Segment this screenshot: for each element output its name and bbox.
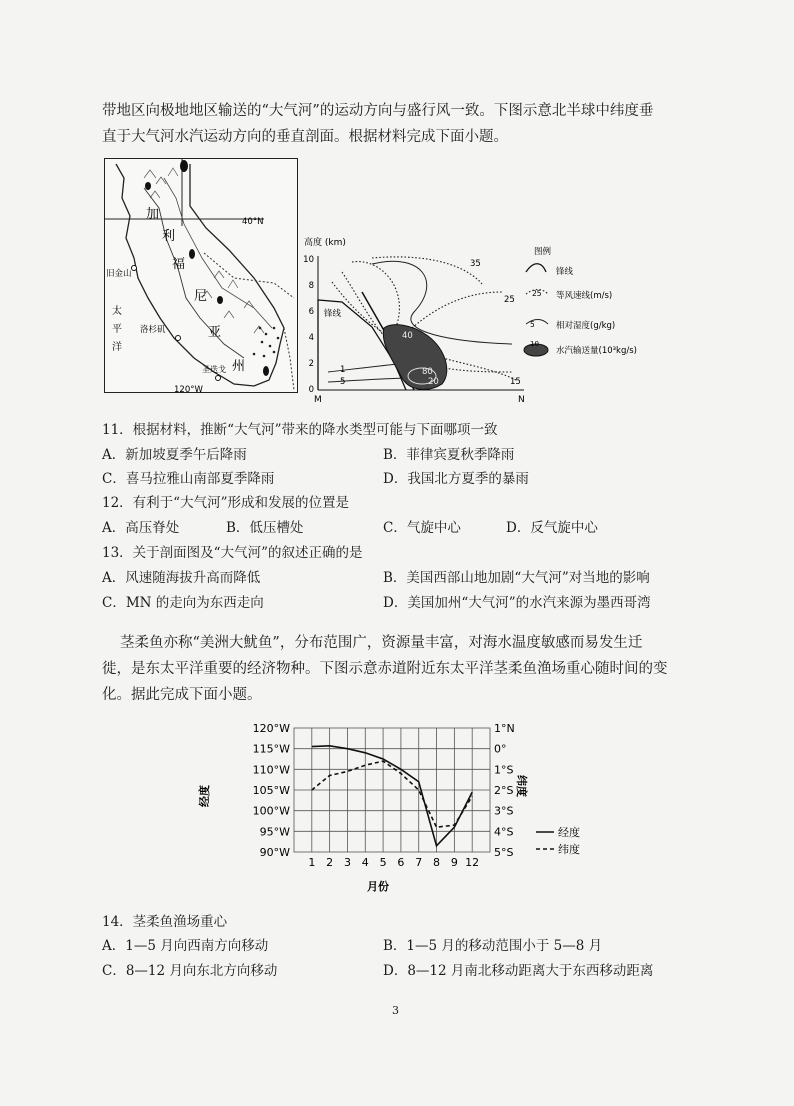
section-n-label: N	[518, 395, 525, 402]
legend-sample-10: 10	[530, 340, 539, 348]
chart-left-tick: 100°W	[252, 804, 290, 818]
q14-option-c[interactable]: C．8—12 月向东北方向移动	[102, 963, 278, 979]
q11-option-d[interactable]: D．我国北方夏季的暴雨	[383, 471, 529, 487]
contour-label-35: 35	[470, 259, 481, 269]
chart-x-tick: 2	[326, 856, 334, 869]
series-latitude-line	[312, 761, 472, 827]
legend-item-front: 锋线	[556, 267, 574, 277]
squid-fishery-chart	[196, 716, 616, 896]
section-ytick-2: 2	[308, 359, 314, 369]
legend-sample-25: 25	[532, 289, 542, 298]
contour-label-20: 20	[428, 377, 439, 387]
q14-stem: 14．茎柔鱼渔场重心	[102, 914, 228, 930]
contour-label-25: 25	[504, 295, 515, 305]
contour-label-80: 80	[422, 367, 433, 377]
q12-stem: 12．有利于“大气河”形成和发展的位置是	[102, 495, 349, 511]
state-char-1: 加	[146, 207, 160, 222]
q13-option-d[interactable]: D．美国加州“大气河”的水汽来源为墨西哥湾	[383, 595, 651, 611]
q12-option-b[interactable]: B．低压槽处	[226, 520, 304, 536]
chart-right-tick: 4°S	[494, 825, 514, 839]
section-m-label: M	[314, 395, 322, 402]
chart-right-tick: 1°N	[494, 722, 515, 735]
vertical-section-chart	[302, 232, 702, 402]
chart-x-tick: 3	[343, 856, 351, 869]
state-char-3: 福	[172, 257, 186, 272]
chart-x-tick: 6	[397, 856, 405, 869]
q13-option-b[interactable]: B．美国西部山地加剧“大气河”对当地的影响	[383, 570, 650, 586]
section-ytick-8: 8	[308, 281, 314, 291]
chart-right-tick: 1°S	[494, 763, 514, 777]
q14-option-d[interactable]: D．8—12 月南北移动距离大于东西移动距离	[383, 963, 654, 979]
q14-option-a[interactable]: A．1—5 月向西南方向移动	[102, 938, 269, 954]
chart-right-tick: 3°S	[494, 804, 514, 818]
q11-option-b[interactable]: B．菲律宾夏秋季降雨	[383, 447, 515, 463]
squid-line-2: 徙，是东太平洋重要的经济物种。下图示意赤道附近东太平洋茎柔鱼渔场重心随时间的变	[102, 661, 668, 677]
chart-x-tick: 5	[379, 856, 387, 869]
chart-x-tick: 4	[361, 856, 369, 869]
q13-option-c[interactable]: C．MN 的走向为东西走向	[102, 595, 264, 611]
series-longitude-line	[312, 746, 472, 846]
legend-latitude: 纬度	[558, 843, 580, 856]
section-legend	[524, 246, 637, 356]
section-ytick-6: 6	[308, 307, 314, 317]
chart-xlabel: 月份	[367, 880, 389, 893]
chart-right-tick: 5°S	[494, 846, 514, 859]
section-ytick-4: 4	[308, 333, 314, 343]
state-char-5: 亚	[208, 325, 222, 340]
chart-left-tick: 115°W	[252, 742, 290, 756]
chart-left-tick: 120°W	[252, 722, 290, 735]
contour-label-1: 1	[340, 365, 346, 375]
city-sf-label: 旧金山	[106, 269, 132, 279]
q11-option-c[interactable]: C．喜马拉雅山南部夏季降雨	[102, 471, 275, 487]
q12-option-d[interactable]: D．反气旋中心	[506, 520, 598, 536]
chart-x-tick: 7	[415, 856, 423, 869]
legend-item-humidity: 相对湿度(g/kg)	[556, 321, 616, 331]
ocean-char-2: 平	[112, 324, 122, 335]
q12-option-a[interactable]: A．高压脊处	[102, 520, 180, 536]
q14-option-b[interactable]: B．1—5 月的移动范围小于 5—8 月	[383, 938, 603, 954]
lon-120w-label: 120°W	[174, 385, 203, 394]
california-map	[104, 158, 298, 394]
chart-left-tick: 105°W	[252, 784, 290, 797]
section-ytick-0: 0	[308, 385, 314, 395]
chart-ylabel-right: 纬度	[515, 775, 528, 797]
ocean-char-1: 太	[112, 306, 122, 317]
state-char-2: 利	[162, 229, 176, 244]
q11-stem: 11．根据材料，推断“大气河”带来的降水类型可能与下面哪项一致	[102, 422, 498, 438]
chart-x-tick: 1	[308, 856, 316, 869]
city-sf-marker	[132, 266, 137, 271]
contour-label-15: 15	[510, 377, 521, 387]
intro-line-1: 带地区向极地地区输送的“大气河”的运动方向与盛行风一致。下图示意北半球中纬度垂	[102, 103, 654, 119]
contour-label-5: 5	[340, 377, 346, 387]
intro-line-2: 直于大气河水汽运动方向的垂直剖面。根据材料完成下面小题。	[102, 129, 508, 145]
chart-x-tick: 8	[433, 856, 441, 869]
squid-line-1: 茎柔鱼亦称“美洲大魷鱼”，分布范围广，资源量丰富，对海水温度敏感而易发生迁	[120, 635, 643, 651]
q11-option-a[interactable]: A．新加坡夏季午后降雨	[102, 447, 247, 463]
legend-sample-5: 5	[530, 320, 535, 329]
legend-item-isotach: 等风速线(m/s)	[556, 291, 613, 301]
chart-x-tick: 9	[450, 856, 458, 869]
section-ytick-10: 10	[303, 255, 314, 265]
legend-title: 图例	[534, 247, 552, 257]
front-label: 锋线	[324, 309, 342, 319]
squid-line-3: 化。据此完成下面小题。	[102, 687, 262, 703]
q13-option-a[interactable]: A．风速随海拔升高而降低	[102, 570, 261, 586]
chart-legend	[536, 825, 580, 856]
lat-40n-label: 40°N	[242, 217, 264, 227]
chart-ylabel-left: 经度	[198, 785, 211, 807]
legend-longitude: 经度	[558, 826, 580, 839]
city-la-marker	[176, 336, 181, 341]
section-ylabel: 高度 (km)	[304, 238, 346, 248]
q13-stem: 13．关于剖面图及“大气河”的叙述正确的是	[102, 545, 363, 561]
chart-right-tick: 2°S	[494, 784, 514, 797]
legend-item-vapour: 水汽输送量(10³kg/s)	[556, 346, 637, 356]
contour-label-40: 40	[402, 331, 413, 341]
page-number: 3	[392, 1004, 399, 1017]
chart-right-tick: 0°	[494, 742, 507, 756]
ocean-char-3: 洋	[112, 342, 122, 353]
city-sd-marker	[216, 376, 221, 381]
city-sd-label: 圣迭戈	[202, 365, 226, 374]
city-la-label: 洛杉矶	[140, 325, 166, 335]
state-char-4: 尼	[194, 289, 208, 304]
chart-left-tick: 110°W	[252, 763, 290, 777]
chart-left-tick: 95°W	[259, 825, 290, 839]
q12-option-c[interactable]: C．气旋中心	[383, 520, 461, 536]
state-char-6: 州	[232, 359, 246, 374]
chart-left-tick: 90°W	[259, 846, 290, 859]
chart-x-tick: 12	[465, 856, 480, 869]
